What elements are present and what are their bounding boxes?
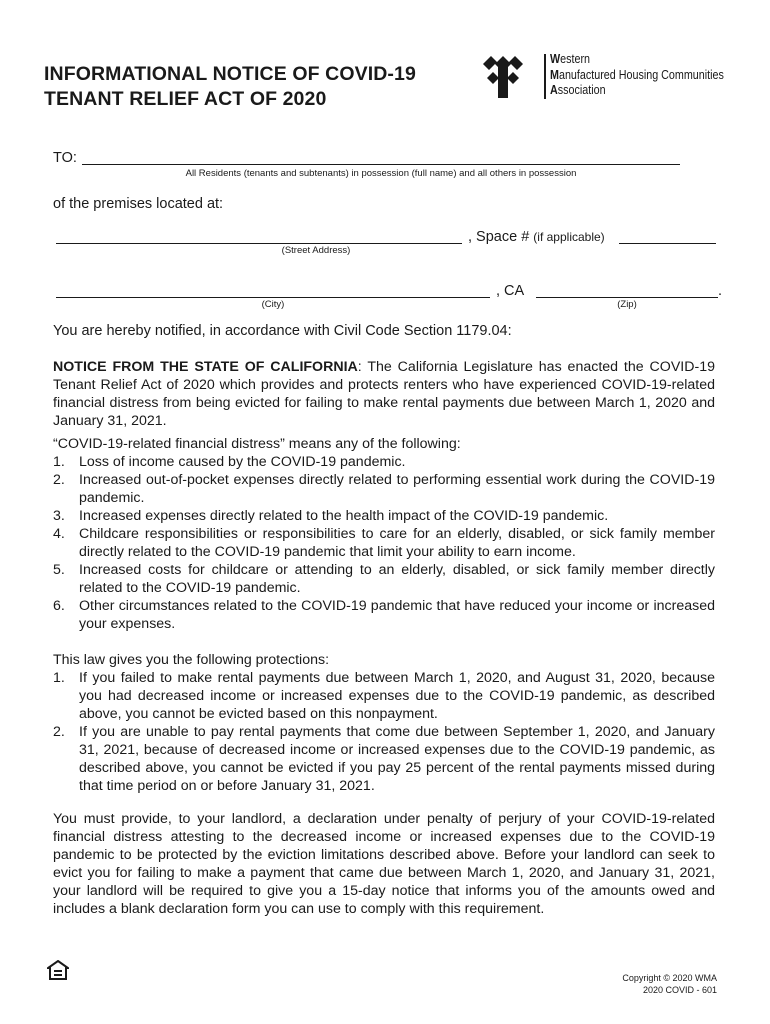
list-number: 1. [53, 670, 65, 686]
logo-text [550, 52, 724, 99]
list-item [53, 507, 715, 525]
logo-line-2-cap: M [550, 67, 559, 82]
to-caption: All Residents (tenants and subtenants) in possession (full name) and all others in possession [185, 168, 577, 179]
list-item [53, 597, 715, 633]
street-address-caption: (Street Address) [281, 245, 351, 256]
equal-housing-icon [47, 960, 69, 980]
city-field[interactable] [56, 297, 490, 298]
list-text: Increased expenses directly related to the health impact of the COVID-19 pandemic. [79, 508, 609, 524]
logo-line-1-cap: W [550, 52, 561, 66]
space-note: (if applicable) [533, 230, 605, 244]
street-address-field[interactable] [56, 243, 462, 244]
protections-intro: This law gives you the following protections: [53, 652, 330, 668]
space-text: , Space # [468, 229, 530, 245]
definitions-section [53, 435, 715, 633]
wma-logo-icon [481, 54, 525, 100]
list-number: 4. [53, 526, 65, 542]
state-notice-lead: NOTICE FROM THE STATE OF CALIFORNIA [53, 359, 358, 375]
definitions-intro: “COVID-19-related financial distress” means any of the following: [53, 436, 461, 452]
list-text: Increased costs for childcare or attending to an elderly, disabled, or sick family member directly related to the COVID-19 pandemic. [79, 562, 715, 596]
city-caption: (City) [261, 299, 285, 310]
list-item [53, 669, 715, 723]
list-number: 1. [53, 454, 65, 470]
list-number: 2. [53, 472, 65, 488]
wma-logo [481, 52, 741, 104]
document-title [44, 62, 416, 112]
list-text: Loss of income caused by the COVID-19 pandemic. [79, 454, 406, 470]
copyright-text: Copyright © 2020 WMA [622, 973, 717, 983]
protections-section [53, 651, 715, 795]
logo-line-1: estern [560, 52, 591, 66]
definitions-list [53, 453, 715, 633]
title-line-2: TENANT RELIEF ACT OF 2020 [44, 88, 327, 110]
list-number: 3. [53, 508, 65, 524]
list-text: Childcare responsibilities or responsibilities to care for an elderly, disabled, or sick family member directly related to the COVID-19 pandemic that limit your ability to earn income. [79, 526, 715, 560]
page-footer [622, 972, 717, 996]
address-period: . [718, 283, 723, 299]
state-notice-paragraph [53, 358, 715, 430]
list-number: 2. [53, 724, 65, 740]
list-text: Increased out-of-pocket expenses directly related to performing essential work during the COVID-19 pandemic. [79, 472, 715, 506]
declaration-paragraph: You must provide, to your landlord, a declaration under penalty of perjury of your COVID-19-related financial distress attesting to the decreased income or increased expenses due to the COVID-19 pandemic to be protected by the eviction limitations described above. Before your landlord can seek to evict you for failing to make a payment that came due between March 1, 2020, and January 31, 2021, your landlord will be required to give you a 15-day notice that informs you of the amounts owed and includes a blank declaration form you can use to comply with this requirement. [53, 811, 715, 917]
notified-statement: You are hereby notified, in accordance with Civil Code Section 1179.04: [53, 323, 512, 339]
protections-list [53, 669, 715, 795]
state-label: , CA [496, 283, 525, 299]
logo-line-2: anufactured Housing Communities [558, 67, 724, 82]
state-notice-text: : The California Legislature has enacted the COVID-19 Tenant Relief Act of 2020 which provides and protects renters who have experienced COVID-19-related financial distress from being evicted for failing to make rental payments due between March 1, 2020 and January 31, 2021. [53, 359, 715, 429]
zip-field[interactable] [536, 297, 718, 298]
list-item [53, 453, 715, 471]
list-item [53, 723, 715, 795]
logo-divider [544, 54, 546, 99]
list-item [53, 525, 715, 561]
title-line-1: INFORMATIONAL NOTICE OF COVID-19 [44, 63, 416, 85]
to-field[interactable] [82, 164, 680, 165]
list-text: If you are unable to pay rental payments that come due between September 1, 2020, and January 31, 2021, because of decreased income or increased expenses due to the COVID-19 pandemic, as described above, you cannot be evicted if you pay 25 percent of the rental payments missed during that time period on or before January 31, 2021. [79, 724, 715, 794]
space-number-field[interactable] [619, 243, 716, 244]
list-item [53, 561, 715, 597]
list-text: Other circumstances related to the COVID-19 pandemic that have reduced your income or increased your expenses. [79, 598, 715, 632]
list-number: 6. [53, 598, 65, 614]
logo-line-3: ssociation [557, 83, 606, 97]
space-label [468, 229, 605, 245]
premises-label: of the premises located at: [53, 196, 224, 212]
logo-line-3-cap: A [550, 83, 558, 97]
zip-caption: (Zip) [617, 299, 637, 310]
list-item [53, 471, 715, 507]
list-number: 5. [53, 562, 65, 578]
list-text: If you failed to make rental payments due between March 1, 2020, and August 31, 2020, because you had decreased income or increased expenses due to the COVID-19 pandemic, as described above, you cannot be evicted based on this nonpayment. [79, 670, 715, 722]
to-label: TO: [53, 150, 77, 166]
form-id: 2020 COVID - 601 [642, 985, 717, 995]
